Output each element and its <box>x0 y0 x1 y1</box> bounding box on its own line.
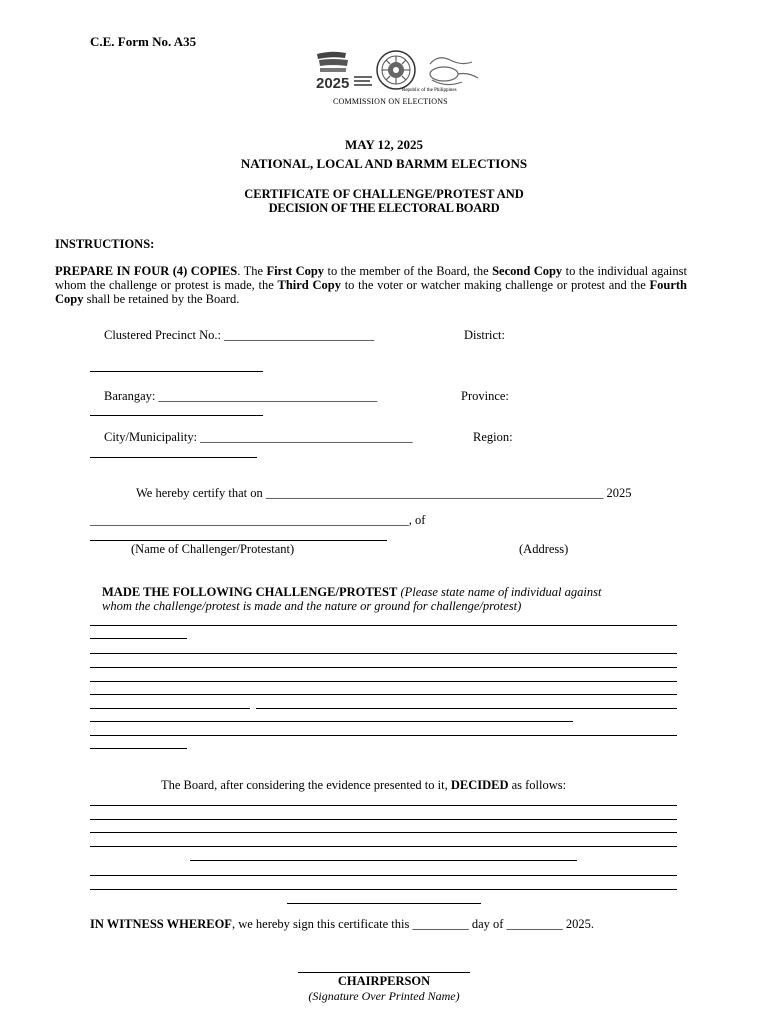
logo-commission-text: COMMISSION ON ELECTIONS <box>333 97 448 106</box>
challenge-line[interactable] <box>90 638 187 639</box>
decision-line[interactable] <box>90 819 677 820</box>
signature-line[interactable] <box>298 972 470 973</box>
province-blank-line[interactable] <box>90 415 263 416</box>
clustered-precinct-field[interactable]: Clustered Precinct No.: ________________________ <box>104 328 375 342</box>
witness-statement[interactable]: IN WITNESS WHEREOF, we hereby sign this certificate this _________ day of _________ 2025. <box>90 917 595 931</box>
city-municipality-field[interactable]: City/Municipality: __________________________________ <box>104 430 413 444</box>
challenge-instruction: whom the challenge/protest is made and the nature or ground for challenge/protest) <box>102 599 522 613</box>
district-blank-line[interactable] <box>90 371 263 372</box>
certificate-title-line2: DECISION OF THE ELECTORAL BOARD <box>268 201 500 215</box>
prepare-copies-bold: PREPARE IN FOUR (4) COPIES <box>55 264 238 278</box>
ballot-box-logo-icon <box>430 58 478 85</box>
certificate-title-line1: CERTIFICATE OF CHALLENGE/PROTEST AND <box>244 187 524 201</box>
challenge-line[interactable] <box>90 735 677 736</box>
challenge-line[interactable] <box>90 721 573 722</box>
province-label: Province: <box>461 389 509 403</box>
barangay-field[interactable]: Barangay: ___________________________________ <box>104 389 378 403</box>
certify-date-field[interactable]: We hereby certify that on ______________________________________________________ 2025 <box>136 486 632 500</box>
challenge-line[interactable] <box>90 748 187 749</box>
decision-statement: The Board, after considering the evidence presented to it, DECIDED as follows: <box>161 778 567 792</box>
decision-line[interactable] <box>90 832 677 833</box>
challenge-line[interactable] <box>90 625 677 626</box>
address-caption: (Address) <box>519 542 569 556</box>
challenger-name-caption: (Name of Challenger/Protestant) <box>131 542 295 556</box>
decision-line[interactable] <box>90 805 677 806</box>
challenge-line[interactable] <box>90 667 677 668</box>
region-label: Region: <box>473 430 513 444</box>
signature-caption: (Signature Over Printed Name) <box>308 989 460 1003</box>
election-2025-logo-icon <box>316 52 372 92</box>
challenger-name-field[interactable]: ___________________________________________________, of <box>90 513 426 527</box>
decision-line[interactable] <box>287 903 481 904</box>
decision-line[interactable] <box>90 889 677 890</box>
challenge-heading: MADE THE FOLLOWING CHALLENGE/PROTEST (Please state name of individual against <box>102 585 602 599</box>
challenge-line[interactable] <box>256 708 677 709</box>
instructions-text: PREPARE IN FOUR (4) COPIES. The First Copy to the member of the Board, the Second Copy to the individual against whom the challenge or protest is made, the Third Copy to the voter or watcher making challenge or protest and the Fourth Copy shall be retained by the Board. <box>55 264 687 306</box>
decision-line[interactable] <box>90 846 677 847</box>
chairperson-title: CHAIRPERSON <box>337 974 431 988</box>
region-blank-line[interactable] <box>90 457 257 458</box>
comelec-seal-icon <box>377 51 415 89</box>
decision-line[interactable] <box>90 875 677 876</box>
challenge-line[interactable] <box>90 681 677 682</box>
challenge-line[interactable] <box>90 653 677 654</box>
svg-text:2025: 2025 <box>316 75 350 92</box>
challenge-line[interactable] <box>90 708 250 709</box>
challenge-line[interactable] <box>90 694 677 695</box>
decision-line[interactable] <box>190 860 577 861</box>
address-blank-line[interactable] <box>90 540 387 541</box>
election-date: MAY 12, 2025 <box>344 137 424 152</box>
district-label: District: <box>464 328 505 342</box>
form-number: C.E. Form No. A35 <box>90 34 197 49</box>
election-name: NATIONAL, LOCAL AND BARMM ELECTIONS <box>240 156 528 171</box>
instructions-heading: INSTRUCTIONS: <box>55 237 155 251</box>
logo-republic-text: Republic of the Philippines <box>402 88 457 93</box>
